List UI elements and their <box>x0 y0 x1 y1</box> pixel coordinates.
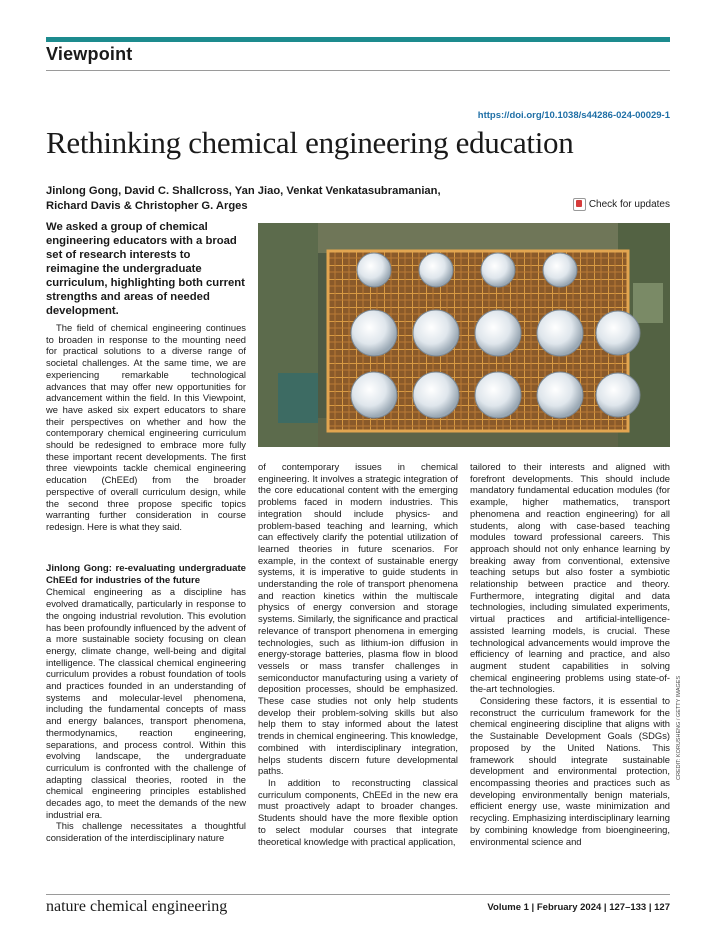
journal-name: nature chemical engineering <box>46 898 228 915</box>
body-paragraph: Chemical engineering as a discipline has evolved dramatically, particularly in response to the ongoing industrial revolution. This evolution has been profoundly influenced by the advent of a more sustainable society focusing on clean energy, climate change, well-being and digital intelligence. The classical chemical engineering curriculum provides a robust foundation of tools and practices founded in an understanding of systems and molecular-level phenomena, including the fundamental concepts of mass and energy balances, transport phenomena, thermodynamics, reaction engineering, separations, and process control. Within this evolving landscape, the undergraduate curriculum is confronted with the challenge of adapting classical theories, rooted in the chemical engineering principles established decades ago, to meet the demands of the new industrial era. <box>46 586 246 820</box>
intro-paragraph <box>46 322 246 533</box>
authors-line-2: Richard Davis & Christopher G. Arges <box>46 200 248 212</box>
column-3-body <box>470 461 670 847</box>
body-paragraph: tailored to their interests and aligned with forefront developments. This should include mandatory fundamental education modules (for example, higher mathematics, transport phenomena and reaction engineering) for all students, along with case-based teaching modules toward professional careers. This approach should not only enhance learning by breaking away from conventional, extensive teaching setups but also foster a symbiotic relationship between practice and theory. Furthermore, integrating digital and data technologies, including simulated experiments, virtual practices and artificial-intelligence-assisted learning models, is crucial. These technological advancements would improve the efficiency of learning and practice, and also augment student capabilities in solving chemical engineering problems using state-of-the-art technologies. <box>470 461 670 695</box>
column-2-body <box>258 461 458 847</box>
doi-link[interactable]: https://doi.org/10.1038/s44286-024-00029-1 <box>477 110 670 121</box>
volume-info: Volume 1 | February 2024 | 127–133 | 127 <box>487 902 670 913</box>
photo-credit: CREDIT: KORUSHENG / GETTY IMAGES <box>676 675 682 780</box>
author-list <box>46 184 506 214</box>
check-updates-label: Check for updates <box>588 199 670 210</box>
body-paragraph: This challenge necessitates a thoughtful consideration of the interdisciplinary nature <box>46 820 246 844</box>
article-photo-chemical-plant-aerial <box>258 223 670 447</box>
body-paragraph: Considering these factors, it is essential to reconstruct the curriculum framework for the chemical engineering discipline that aligns with the Sustainable Development Goals (SDGs) proposed by the United Nations. This framework should integrate sustainable development and environmental protection, encompassing theories and practices such as developing environmentally benign materials, efficient energy use, waste minimization and recycling. Emphasizing interdisciplinary learning by combining knowledge from bioengineering, environmental science and <box>470 695 670 847</box>
aerial-photo-illustration <box>258 223 670 447</box>
body-paragraph: In addition to reconstructing classical curriculum components, ChEEd in the new era must proactively adapt to broader changes. Students should have the more flexible option to select modular courses that integrate theoretical knowledge with practical application, <box>258 776 458 847</box>
header-divider <box>46 70 670 71</box>
viewpoint-heading-gong: Jinlong Gong: re-evaluating undergraduate ChEEd for industries of the future <box>46 563 246 586</box>
article-title: Rethinking chemical engineering education <box>46 125 574 160</box>
footer-divider <box>46 894 670 895</box>
column-1-body <box>46 563 246 844</box>
section-label: Viewpoint <box>46 44 133 64</box>
section-color-bar <box>46 37 670 42</box>
intro-text: The field of chemical engineering continues to broaden in response to the mounting need for practical solutions to a diverse range of societal challenges. At the same time, we are experiencing remarkable technological advances that may offer new opportunities for advancement within the field. In this Viewpoint, we have asked six expert educators to share their perspectives on whether and how the contemporary chemical engineering curriculum should be redesigned to embrace more fully these important recent developments. The first three viewpoints tackle chemical engineering education (ChEEd) from the broader perspective of overall curriculum design, while the second three propose specific topics warranting further consideration in course redesign. Here is what they said. <box>46 322 246 532</box>
body-paragraph: of contemporary issues in chemical engineering. It involves a strategic integration of the core educational content with the emerging problems faced in modern industries. This integration should include physics- and problem-based teaching and learning, which can effectively clarify the potential utilization of learned theories in future scenarios. For example, in the context of sustainable energy systems, it is imperative to guide students in understanding the role of transport phenomena and reaction kinetics within the multiscale physics of energy conversion and storage systems. Similarly, the significance and practical relevance of transport phenomena in emerging technologies, such as lithium-ion diffusion in energy-storage batteries, plasma flow in blood vessels or mass transfer challenges in semiconductor manufacturing using a variety of deposition processes, should be emphasized. These case studies not only help students develop their problem-solving skills but also help them to stay informed about the latest trends in chemical engineering. This knowledge, combined with interdisciplinary integration, helps students discern future developmental paths. <box>258 461 458 777</box>
authors-line-1: Jinlong Gong, David C. Shallcross, Yan Jiao, Venkat Venkatasubramanian, <box>46 185 441 197</box>
standfirst: We asked a group of chemical engineering educators with a broad set of research interests to reimagine the undergraduate curriculum, highlighting both current strengths and areas of needed development. <box>46 221 245 317</box>
check-for-updates-button[interactable] <box>573 198 670 211</box>
check-updates-icon <box>573 198 586 211</box>
